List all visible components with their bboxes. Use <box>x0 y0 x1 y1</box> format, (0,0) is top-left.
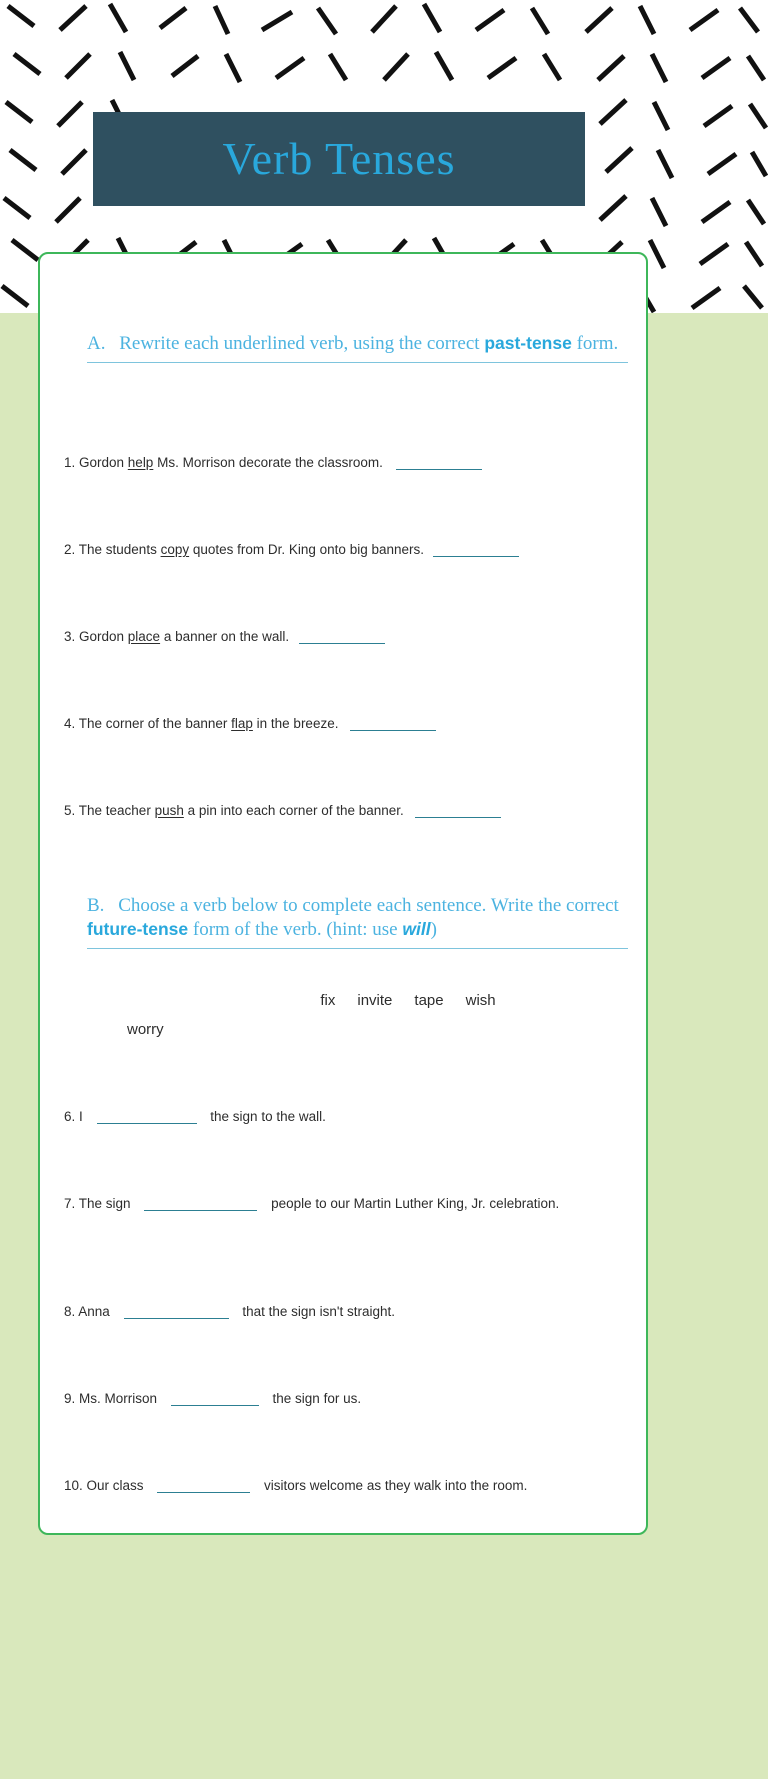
question-8 <box>64 1302 632 1322</box>
section-a-emphasis: past-tense <box>484 333 572 353</box>
section-a <box>40 332 646 363</box>
question-7-text-before: The sign <box>75 1196 135 1211</box>
section-a-letter: A. <box>87 333 106 354</box>
section-b-letter: B. <box>87 895 105 916</box>
question-6-text-before: I <box>75 1109 87 1124</box>
word-bank-item-invite: invite <box>357 992 393 1009</box>
word-bank-item-tape: tape <box>414 992 444 1009</box>
question-6-number: 6. <box>64 1109 76 1124</box>
question-5 <box>64 801 632 821</box>
question-4-answer-blank[interactable] <box>350 718 436 731</box>
question-8-text-before: Anna <box>75 1304 114 1319</box>
question-5-answer-blank[interactable] <box>415 805 501 818</box>
word-bank-row-2 <box>64 1016 632 1045</box>
question-1 <box>64 453 632 473</box>
question-7 <box>64 1194 632 1214</box>
question-5-number: 5. <box>64 803 76 818</box>
question-5-text-after: a pin into each corner of the banner. <box>183 803 404 818</box>
question-1-text-after: Ms. Morrison decorate the classroom. <box>153 455 383 470</box>
question-7-text-after: people to our Martin Luther King, Jr. celebration. <box>267 1196 560 1211</box>
question-9-answer-blank[interactable] <box>171 1393 259 1406</box>
question-1-verb: help <box>127 455 154 470</box>
word-bank-item-worry: worry <box>127 1020 164 1038</box>
word-bank-item-fix: fix <box>320 992 336 1009</box>
section-b-emphasis: future-tense <box>87 918 189 939</box>
worksheet-card <box>38 252 648 1535</box>
question-7-answer-blank[interactable] <box>144 1198 257 1211</box>
question-3-answer-blank[interactable] <box>299 631 385 644</box>
title-banner <box>93 112 585 206</box>
question-10-text-before: Our class <box>82 1478 148 1493</box>
section-b-instruction-part1: Choose a verb below to complete each sentence. Write the correct <box>118 895 619 916</box>
section-b-divider <box>87 948 628 949</box>
question-2 <box>64 540 632 560</box>
question-3-text-before: Gordon <box>75 629 128 644</box>
question-4 <box>64 714 632 734</box>
question-4-text-before: The corner of the banner <box>75 716 232 731</box>
question-2-verb: copy <box>160 542 190 557</box>
question-4-text-after: in the breeze. <box>252 716 339 731</box>
page-title: Verb Tenses <box>222 133 456 184</box>
question-4-verb: flap <box>231 716 253 731</box>
section-b-instruction-part3: ) <box>430 918 437 940</box>
section-b-instruction-part2: form of the verb. (hint: use <box>188 918 403 940</box>
question-10-text-after: visitors welcome as they walk into the room. <box>260 1478 528 1493</box>
question-8-number: 8. <box>64 1304 76 1319</box>
section-b-instruction <box>40 894 646 942</box>
question-5-verb: push <box>154 803 184 818</box>
question-3-text-after: a banner on the wall. <box>160 629 290 644</box>
question-3 <box>64 627 632 647</box>
question-2-answer-blank[interactable] <box>433 544 519 557</box>
question-7-number: 7. <box>64 1196 76 1211</box>
question-9-text-before: Ms. Morrison <box>75 1391 161 1406</box>
section-a-instruction <box>40 332 646 356</box>
question-2-number: 2. <box>64 542 76 557</box>
question-6-text-after: the sign to the wall. <box>206 1109 326 1124</box>
question-2-text-after: quotes from Dr. King onto big banners. <box>189 542 424 557</box>
section-a-instruction-part1: Rewrite each underlined verb, using the correct <box>119 333 485 354</box>
question-1-answer-blank[interactable] <box>396 457 482 470</box>
question-10-answer-blank[interactable] <box>157 1480 250 1493</box>
question-2-text-before: The students <box>75 542 161 557</box>
section-a-instruction-part2: form. <box>571 333 619 354</box>
section-b-emphasis-will: will <box>402 918 431 939</box>
question-3-verb: place <box>127 629 161 644</box>
word-bank-row-1 <box>64 987 632 1016</box>
question-3-number: 3. <box>64 629 76 644</box>
question-5-text-before: The teacher <box>75 803 155 818</box>
question-6-answer-blank[interactable] <box>97 1111 197 1124</box>
question-10 <box>64 1476 632 1496</box>
question-1-number: 1. <box>64 455 76 470</box>
question-8-answer-blank[interactable] <box>124 1306 229 1319</box>
question-10-number: 10. <box>64 1478 83 1493</box>
question-9 <box>64 1389 632 1409</box>
word-bank <box>64 987 632 1044</box>
question-1-text-before: Gordon <box>75 455 128 470</box>
word-bank-item-wish: wish <box>465 992 496 1009</box>
question-8-text-after: that the sign isn't straight. <box>238 1304 395 1319</box>
question-9-text-after: the sign for us. <box>268 1391 362 1406</box>
question-6 <box>64 1107 632 1127</box>
question-9-number: 9. <box>64 1391 76 1406</box>
section-a-divider <box>87 362 628 363</box>
question-4-number: 4. <box>64 716 76 731</box>
section-b <box>40 894 646 949</box>
